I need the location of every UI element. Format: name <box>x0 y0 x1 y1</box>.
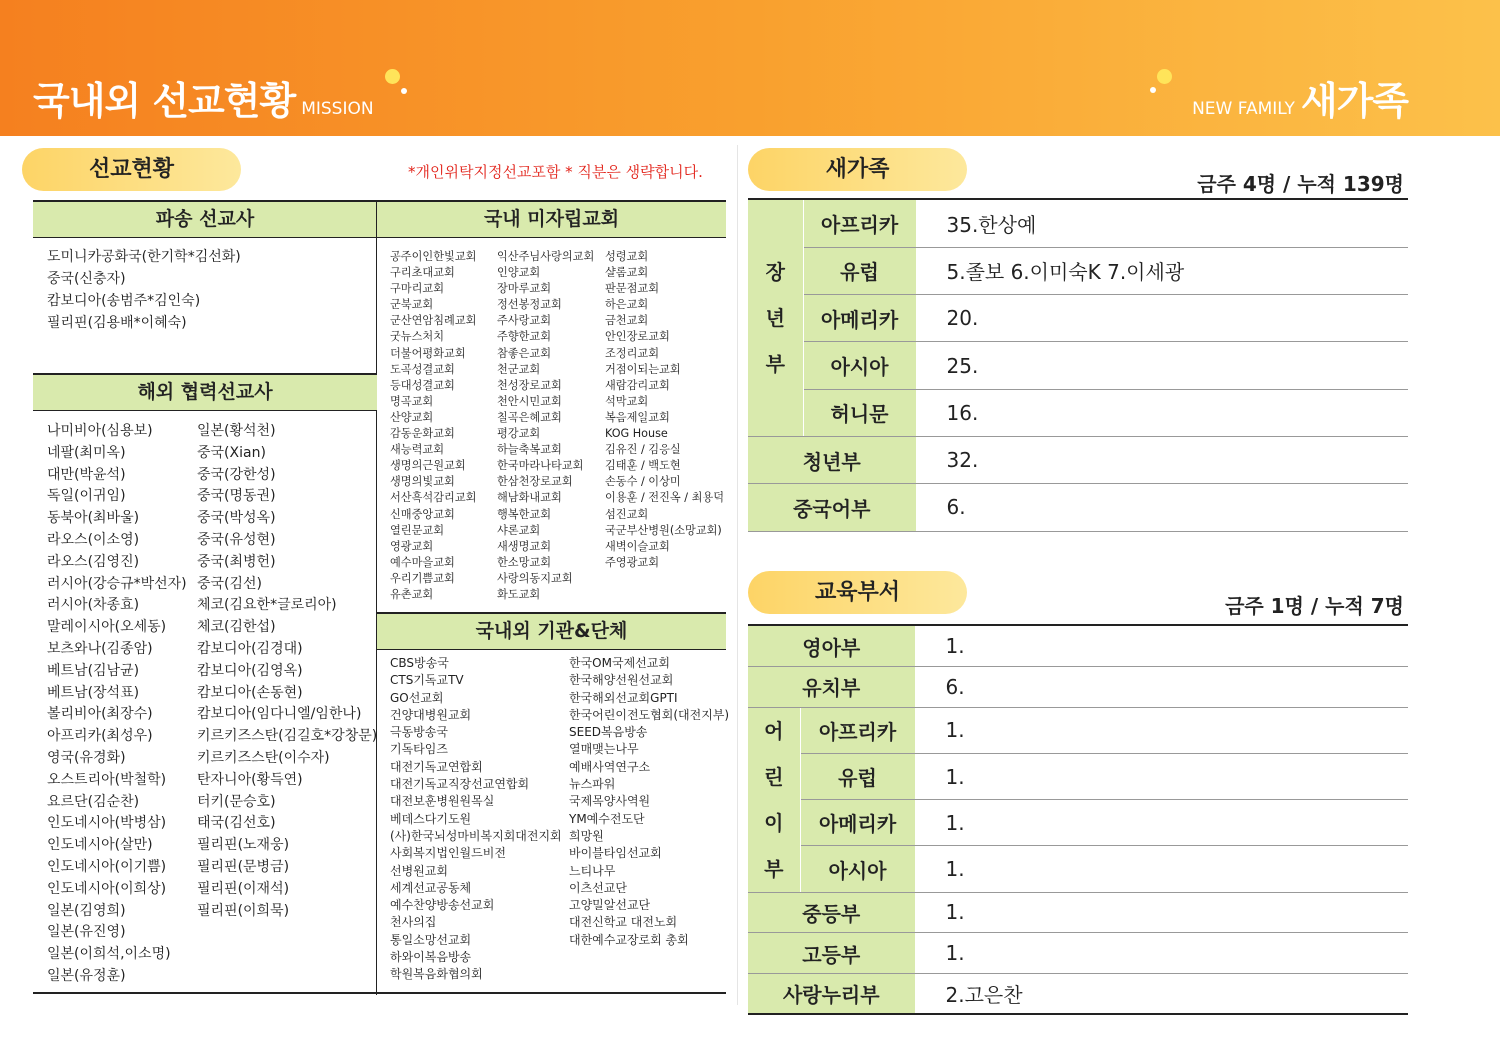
list-item: 일본(유정훈) <box>47 967 126 984</box>
mission-bottom-rule <box>33 992 726 994</box>
list-item: 한국OM국제선교회 <box>569 656 670 670</box>
list-item: 주사랑교회 <box>497 314 552 328</box>
list-item: 금천교회 <box>605 314 649 328</box>
newfamily-table <box>748 200 1408 532</box>
list-item: 라오스(이소영) <box>47 531 140 548</box>
list-item: 독일(이귀임) <box>47 488 126 505</box>
list-item: 중국(Xian) <box>197 444 266 461</box>
list-item: 중국(신충자) <box>47 271 126 287</box>
region-value: 1. <box>915 846 1408 892</box>
list-item: 인도네시아(살만) <box>47 837 153 854</box>
overseas-list-2 <box>197 421 377 922</box>
list-item: 화도교회 <box>497 587 541 601</box>
list-item: 손동수 / 이상미 <box>605 475 681 489</box>
list-item: 요르단(김순찬) <box>47 793 140 810</box>
list-item: SEED복음방송 <box>569 725 648 740</box>
list-item: 라오스(김영진) <box>47 553 140 570</box>
list-item: 조정리교회 <box>605 346 660 360</box>
list-item: 구리초대교회 <box>390 266 455 280</box>
list-item: 국군부산병원(소망교회) <box>605 523 722 537</box>
list-item: 평강교회 <box>497 427 541 441</box>
region-value: 1. <box>915 753 1408 799</box>
list-item: 태국(김선호) <box>197 815 276 832</box>
list-item: 한삼천장로교회 <box>497 475 573 489</box>
list-item: 천안시민교회 <box>497 394 562 408</box>
list-item: 군산연암침례교회 <box>390 314 477 328</box>
dept-value: 1. <box>915 933 1408 974</box>
list-item: 구마리교회 <box>390 282 445 296</box>
list-item: 대전보훈병원원목실 <box>390 794 495 809</box>
list-item: 김태훈 / 백도현 <box>605 459 681 473</box>
dept-value: 2.고은찬 <box>915 973 1408 1014</box>
list-item: 대전신학교 대전노회 <box>569 915 678 930</box>
list-item: 인도네시아(박병삼) <box>47 815 167 832</box>
list-item: 일본(이희석,이소명) <box>47 946 171 963</box>
list-item: 인도네시아(이희상) <box>47 880 167 897</box>
list-item: 중국(명동권) <box>197 488 276 505</box>
list-item: 선병원교회 <box>390 863 448 878</box>
domestic-list-2 <box>497 249 594 603</box>
region-label: 아프리카 <box>800 707 915 753</box>
list-item: 사랑의동지교회 <box>497 571 573 585</box>
list-item: 등대성결교회 <box>390 378 455 392</box>
list-item: 서산흑석감리교회 <box>390 491 477 505</box>
list-item: 김유진 / 김응실 <box>605 443 681 457</box>
list-item: 익산주님사랑의교회 <box>497 250 595 263</box>
dispatched-header: 파송 선교사 <box>33 200 377 238</box>
mission-note: *개인위탁지정선교포함 * 직분은 생략합니다. <box>408 163 703 181</box>
list-item: 희망원 <box>569 828 604 843</box>
list-item: 굿뉴스처치 <box>390 330 445 344</box>
list-item: 필리핀(이재석) <box>197 880 290 897</box>
list-item: 새능력교회 <box>390 443 445 457</box>
list-item: 생명의근원교회 <box>390 459 466 473</box>
list-item: 참좋은교회 <box>497 346 552 360</box>
list-item: KOG House <box>605 427 668 441</box>
list-item: 예수찬양방송선교회 <box>390 898 495 913</box>
region-label: 유럽 <box>803 247 916 294</box>
region-label: 아프리카 <box>803 200 916 247</box>
list-item: 하은교회 <box>605 298 649 312</box>
header-left-title: 국내외 선교현황 MISSION <box>33 79 374 123</box>
decor-dot-icon <box>401 88 407 94</box>
list-item: 더불어평화교회 <box>390 346 466 360</box>
list-item: 대만(박윤석) <box>47 466 126 483</box>
region-label: 아메리카 <box>800 800 915 846</box>
list-item: 인양교회 <box>497 266 541 280</box>
list-item: CTS기독교TV <box>390 673 464 688</box>
region-label: 아시아 <box>803 342 916 389</box>
list-item: 대전기독교직장선교연합회 <box>390 777 530 792</box>
dept-label: 영아부 <box>748 626 915 667</box>
dept-value: 1. <box>915 626 1408 667</box>
list-item: 유촌교회 <box>390 587 434 601</box>
list-item: 고양밀알선교단 <box>569 898 651 913</box>
list-item: 행복한교회 <box>497 507 552 521</box>
list-item: 열매맺는나무 <box>569 742 639 757</box>
list-item: 느티나무 <box>569 863 616 878</box>
list-item: 산양교회 <box>390 410 434 424</box>
list-item: 하와이복음방송 <box>390 950 472 965</box>
list-item: 열린문교회 <box>390 523 445 537</box>
list-item: 해남화내교회 <box>497 491 562 505</box>
list-item: 캄보디아(임다니엘/임한나) <box>197 706 362 723</box>
list-item: 러시아(강승규*박선자) <box>47 575 187 592</box>
list-item: 베트남(장석표) <box>47 684 140 701</box>
list-item: 샬롬교회 <box>605 266 649 280</box>
list-item: 인도네시아(이기쁨) <box>47 858 167 875</box>
list-item: 대한예수교장로회 총회 <box>569 932 689 947</box>
list-item: 신매중앙교회 <box>390 507 455 521</box>
list-item: 안인장로교회 <box>605 330 670 344</box>
list-item: 볼리비아(최장수) <box>47 706 153 723</box>
list-item: 새생명교회 <box>497 539 552 553</box>
list-item: 이용훈 / 전진옥 / 최용덕 <box>605 491 725 505</box>
list-item: 중국(김선) <box>197 575 263 592</box>
list-item: 중국(최병헌) <box>197 553 276 570</box>
list-item: 통일소망선교회 <box>390 932 472 947</box>
domestic-list-1 <box>390 249 476 603</box>
list-item: 명곡교회 <box>390 394 434 408</box>
list-item: 새벽이슬교회 <box>605 539 670 553</box>
region-value: 25. <box>916 342 1408 389</box>
list-item: GO선교회 <box>390 690 444 705</box>
list-item: 극동방송국 <box>390 725 448 740</box>
region-value: 1. <box>915 800 1408 846</box>
dept-label: 고등부 <box>748 933 915 974</box>
children-group-label: 어 린 이 부 <box>748 707 800 892</box>
list-item: 네팔(최미옥) <box>47 444 126 461</box>
column-divider <box>737 145 738 1005</box>
list-item: 동북아(최바울) <box>47 510 140 527</box>
list-item: CBS방송국 <box>390 656 449 670</box>
list-item: 우리기쁨교회 <box>390 571 455 585</box>
org-list-2 <box>569 655 729 949</box>
list-item: 뉴스파워 <box>569 777 616 792</box>
list-item: 한소망교회 <box>497 555 552 569</box>
adult-group-label: 장 년 부 <box>748 200 803 436</box>
list-item: 대전기독교연합회 <box>390 759 483 774</box>
list-item: 천사의집 <box>390 915 437 930</box>
list-item: 정선봉정교회 <box>497 298 562 312</box>
region-value: 5.졸보 6.이미숙K 7.이세광 <box>916 247 1408 294</box>
list-item: 주향한교회 <box>497 330 552 344</box>
list-item: 한국마라나타교회 <box>497 459 584 473</box>
overseas-header: 해외 협력선교사 <box>33 373 377 411</box>
list-item: 사회복지법인월드비전 <box>390 846 506 861</box>
list-item: 캄보디아(송범주*김인숙) <box>47 293 201 309</box>
list-item: 필리핀(문병금) <box>197 858 290 875</box>
list-item: 판문점교회 <box>605 282 660 296</box>
newfamily-pill: 새가족 <box>748 148 967 191</box>
list-item: 캄보디아(김경대) <box>197 640 303 657</box>
dept-label: 사랑누리부 <box>748 973 915 1014</box>
list-item: YM예수전도단 <box>569 811 645 826</box>
list-item: 샤론교회 <box>497 523 541 537</box>
list-item: 석막교회 <box>605 394 649 408</box>
list-item: 키르키즈스탄(이수자) <box>197 749 330 766</box>
chinese-value: 6. <box>916 484 1408 531</box>
list-item: 한국해외선교회GPTI <box>569 690 678 705</box>
list-item: 한국어린이전도협회(대전지부) <box>569 707 730 722</box>
list-item: 터키(문승호) <box>197 793 276 810</box>
list-item: 공주이인한빛교회 <box>390 250 477 263</box>
list-item: 보츠와나(김종암) <box>47 640 153 657</box>
list-item: 캄보디아(김영옥) <box>197 662 303 679</box>
list-item: 말레이시아(오세동) <box>47 619 167 636</box>
region-label: 아시아 <box>800 846 915 892</box>
dept-value: 6. <box>915 667 1408 708</box>
list-item: 키르키즈스탄(김길호*강창문) <box>197 728 378 745</box>
youth-value: 32. <box>916 436 1408 483</box>
list-item: 섬진교회 <box>605 507 649 521</box>
list-item: 세계선교공동체 <box>390 880 472 895</box>
list-item: 주영광교회 <box>605 555 660 569</box>
region-value: 1. <box>915 707 1408 753</box>
region-value: 35.한상예 <box>916 200 1408 247</box>
list-item: 거점이되는교회 <box>605 362 681 376</box>
list-item: 새람감리교회 <box>605 378 670 392</box>
education-table <box>748 626 1408 1015</box>
list-item: 러시아(차종효) <box>47 597 140 614</box>
list-item: 천군교회 <box>497 362 541 376</box>
list-item: 캄보디아(손동현) <box>197 684 303 701</box>
list-item: 일본(황석천) <box>197 423 276 439</box>
list-item: 베데스다기도원 <box>390 811 472 826</box>
decor-dot-icon <box>385 69 400 84</box>
list-item: 필리핀(노재웅) <box>197 837 290 854</box>
region-label: 아메리카 <box>803 295 916 342</box>
list-item: 중국(박성옥) <box>197 510 276 527</box>
list-item: 예수마을교회 <box>390 555 455 569</box>
list-item: 하늘축복교회 <box>497 443 562 457</box>
list-item: 학원복음화협의회 <box>390 967 483 982</box>
region-value: 16. <box>916 389 1408 436</box>
list-item: 오스트리아(박철학) <box>47 771 167 788</box>
list-item: 천성장로교회 <box>497 378 562 392</box>
dept-label: 유치부 <box>748 667 915 708</box>
list-item: 도미니카공화국(한기학*김선화) <box>47 249 241 265</box>
list-item: 나미비아(심용보) <box>47 423 153 439</box>
education-pill: 교육부서 <box>748 571 967 614</box>
list-item: 장마루교회 <box>497 282 552 296</box>
overseas-list-1 <box>47 421 187 988</box>
list-item: 탄자니아(황득연) <box>197 771 303 788</box>
list-item: 감동운화교회 <box>390 427 455 441</box>
org-list-1 <box>390 655 562 984</box>
list-item: 복음제일교회 <box>605 410 670 424</box>
list-item: 체코(김요한*글로리아) <box>197 597 337 614</box>
youth-label: 청년부 <box>748 436 916 483</box>
newfamily-summary: 금주 4명 / 누적 139명 <box>1197 172 1404 196</box>
list-item: 필리핀(이희묵) <box>197 902 290 919</box>
list-item: 베트남(김남균) <box>47 662 140 679</box>
chinese-label: 중국어부 <box>748 484 916 531</box>
mission-pill: 선교현황 <box>22 148 241 191</box>
list-item: 중국(강한성) <box>197 466 276 483</box>
list-item: 일본(김영희) <box>47 902 126 919</box>
list-item: 기독타임즈 <box>390 742 448 757</box>
list-item: 생명의빛교회 <box>390 475 455 489</box>
list-item: (사)한국뇌성마비복지회대전지회 <box>390 828 562 843</box>
region-label: 허니문 <box>803 389 916 436</box>
list-item: 예배사역연구소 <box>569 759 651 774</box>
region-label: 유럽 <box>800 753 915 799</box>
list-item: 체코(김한섭) <box>197 619 276 636</box>
list-item: 필리핀(김용배*이혜숙) <box>47 315 187 331</box>
list-item: 일본(유진영) <box>47 924 126 941</box>
domestic-list-3 <box>605 249 724 571</box>
region-value: 20. <box>916 295 1408 342</box>
list-item: 국제목양사역원 <box>569 794 651 809</box>
list-item: 한국해양선원선교회 <box>569 673 674 688</box>
dept-value: 1. <box>915 892 1408 933</box>
list-item: 영광교회 <box>390 539 434 553</box>
list-item: 도곡성결교회 <box>390 362 455 376</box>
dispatched-list <box>47 246 241 334</box>
list-item: 바이블타임선교회 <box>569 846 662 861</box>
list-item: 아프리카(최성우) <box>47 728 153 745</box>
decor-dot-icon <box>1157 69 1172 84</box>
dept-label: 중등부 <box>748 892 915 933</box>
education-summary: 금주 1명 / 누적 7명 <box>1225 594 1404 618</box>
page-header <box>0 0 1500 136</box>
list-item: 군북교회 <box>390 298 434 312</box>
domestic-header: 국내 미자립교회 <box>377 200 726 238</box>
list-item: 중국(유성현) <box>197 531 276 548</box>
decor-dot-icon <box>1150 87 1156 93</box>
list-item: 영국(유경화) <box>47 749 126 766</box>
list-item: 성령교회 <box>605 250 649 263</box>
list-item: 이츠선교단 <box>569 880 627 895</box>
header-right-title: NEW FAMILY 새가족 <box>1192 79 1408 123</box>
list-item: 건양대병원교회 <box>390 707 472 722</box>
org-header: 국내외 기관&단체 <box>377 612 726 650</box>
list-item: 칠곡은혜교회 <box>497 410 562 424</box>
